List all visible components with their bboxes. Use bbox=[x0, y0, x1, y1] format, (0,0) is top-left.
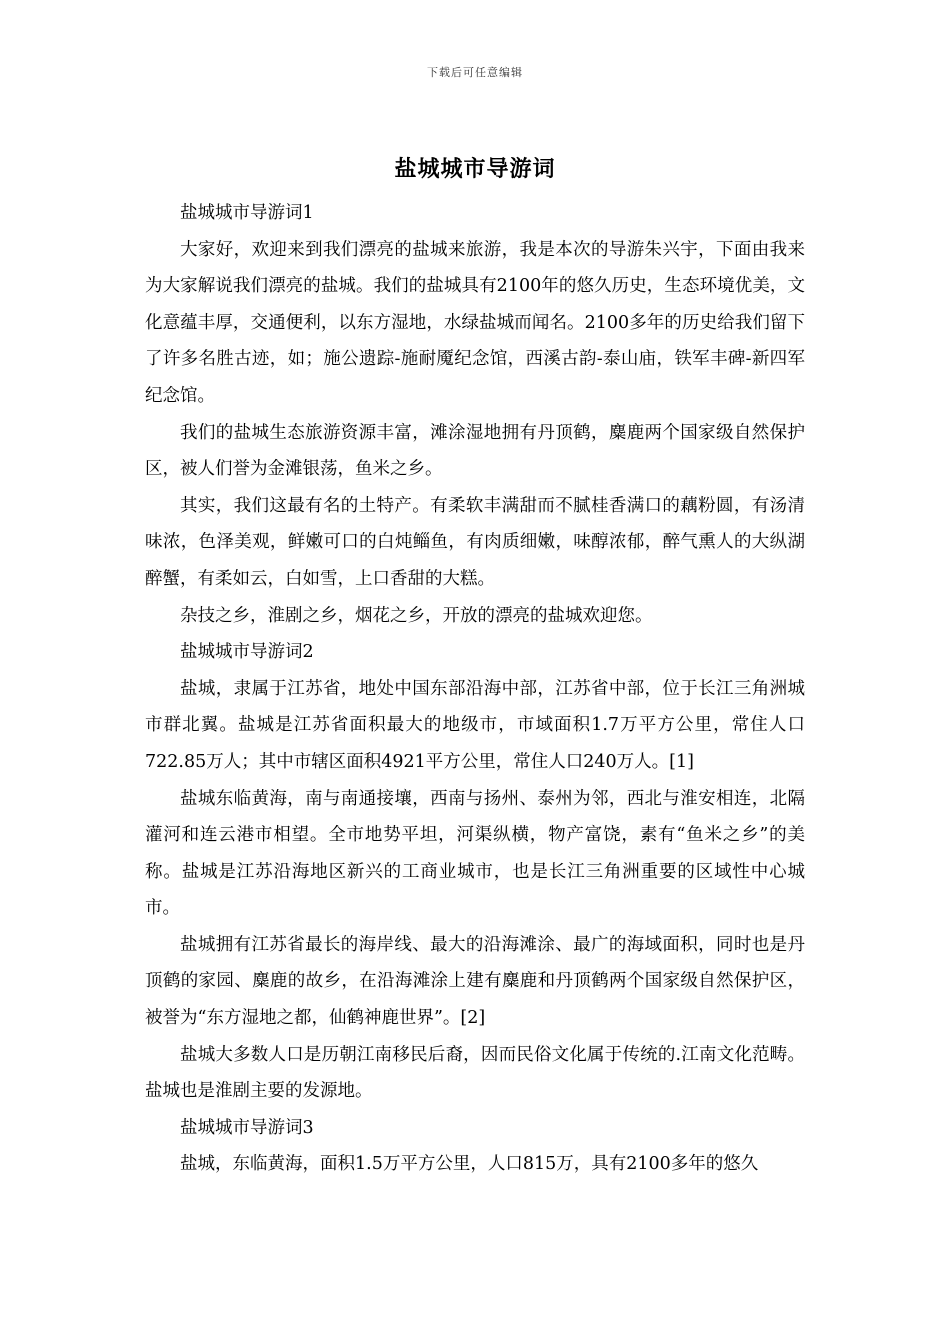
paragraph: 盐城东临黄海，南与南通接壤，西南与扬州、泰州为邻，西北与淮安相连，北隔灌河和连云港市相望。全市地势平坦，河渠纵横，物产富饶，素有“鱼米之乡”的美称。盐城是江苏沿海地区新兴的工商业城市，也是长江三角洲重要的区域性中心城市。 bbox=[145, 788, 805, 919]
paragraph: 盐城拥有江苏省最长的海岸线、最大的沿海滩涂、最广的海域面积，同时也是丹顶鹤的家园、麋鹿的故乡，在沿海滩涂上建有麋鹿和丹顶鹤两个国家级自然保护区，被誉为“东方湿地之都，仙鹤神鹿世界”。[2] bbox=[145, 934, 805, 1029]
paragraph: 其实，我们这最有名的土特产。有柔软丰满甜而不腻桂香满口的藕粉圆，有汤清味浓，色泽美观，鲜嫩可口的白炖鲻鱼，有肉质细嫩，味醇浓郁，醉气熏人的大纵湖醉蟹，有柔如云，白如雪，上口香甜的大糕。 bbox=[145, 495, 805, 589]
paragraph: 盐城，东临黄海，面积1.5万平方公里，人口815万，具有2100多年的悠久 bbox=[180, 1154, 759, 1175]
section-heading: 盐城城市导游词3 bbox=[180, 1117, 314, 1138]
section-heading: 盐城城市导游词2 bbox=[180, 642, 314, 663]
paragraph: 大家好，欢迎来到我们漂亮的盐城来旅游，我是本次的导游朱兴宇，下面由我来为大家解说我们漂亮的盐城。我们的盐城具有2100年的悠久历史，生态环境优美，文化意蕴丰厚，交通便利，以东方湿地，水绿盐城而闻名。2100多年的历史给我们留下了许多名胜古迹，如；施公遗踪-施耐魇纪念馆，西溪古韵-泰山庙，铁军丰碑-新四军纪念馆。 bbox=[145, 239, 805, 406]
document-title: 盐城城市导游词 bbox=[394, 156, 556, 182]
document-body bbox=[145, 195, 805, 1183]
paragraph: 杂技之乡，淮剧之乡，烟花之乡，开放的漂亮的盐城欢迎您。 bbox=[180, 605, 653, 626]
paragraph: 盐城大多数人口是历朝江南移民后裔，因而民俗文化属于传统的.江南文化范畴。盐城也是淮剧主要的发源地。 bbox=[145, 1044, 805, 1102]
paragraph: 盐城，隶属于江苏省，地处中国东部沿海中部，江苏省中部，位于长江三角洲城市群北翼。盐城是江苏省面积最大的地级市，市域面积1.7万平方公里，常住人口722.85万人；其中市辖区面积4921平方公里，常住人口240万人。[1] bbox=[145, 678, 805, 772]
paragraph: 我们的盐城生态旅游资源丰富，滩涂湿地拥有丹顶鹤，麋鹿两个国家级自然保护区，被人们誉为金滩银荡，鱼米之乡。 bbox=[145, 422, 805, 480]
section-heading: 盐城城市导游词1 bbox=[180, 203, 314, 223]
header-note: 下载后可任意编辑 bbox=[427, 66, 523, 79]
